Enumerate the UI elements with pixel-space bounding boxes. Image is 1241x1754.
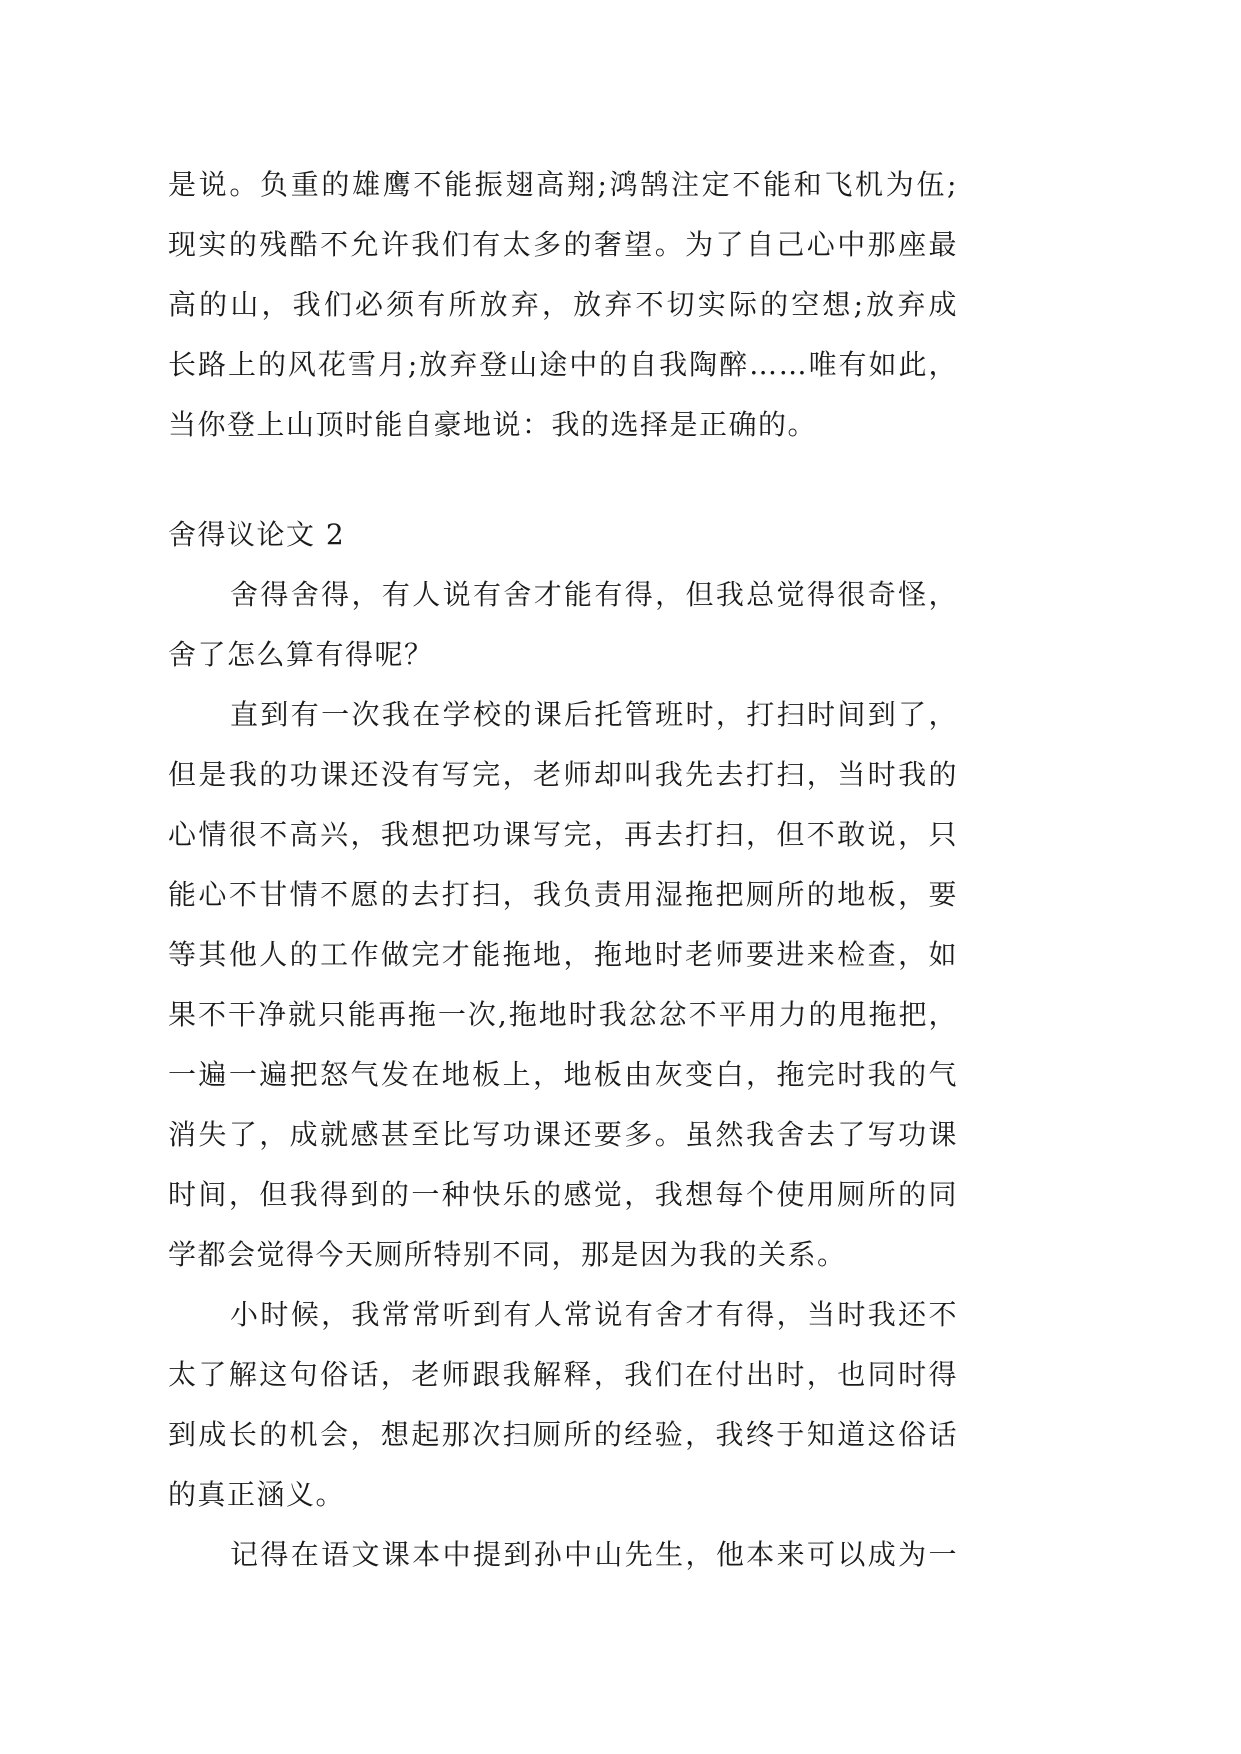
text-column xyxy=(168,155,958,1585)
text-line: 但是我的功课还没有写完，老师却叫我先去打扫，当时我的 xyxy=(168,758,958,791)
text-line: 一遍一遍把怒气发在地板上，地板由灰变白，拖完时我的气 xyxy=(168,1058,958,1091)
text-line: 小时候，我常常听到有人常说有舍才有得，当时我还不 xyxy=(230,1298,958,1331)
paragraph xyxy=(168,685,958,1285)
text-line: 的真正涵义。 xyxy=(168,1478,346,1511)
text-line: 能心不甘情不愿的去打扫，我负责用湿拖把厕所的地板，要 xyxy=(168,878,958,911)
text-line: 学都会觉得今天厕所特别不同，那是因为我的关系。 xyxy=(168,1238,847,1271)
text-line: 是说。负重的雄鹰不能振翅高翔;鸿鹄注定不能和飞机为伍; xyxy=(168,168,958,201)
text-line: 时间，但我得到的一种快乐的感觉，我想每个使用厕所的同 xyxy=(168,1178,958,1211)
text-line: 心情很不高兴，我想把功课写完，再去打扫，但不敢说，只 xyxy=(168,818,958,851)
text-line: 记得在语文课本中提到孙中山先生，他本来可以成为一 xyxy=(230,1538,958,1571)
text-line: 当你登上山顶时能自豪地说：我的选择是正确的。 xyxy=(168,408,818,441)
text-line: 现实的残酷不允许我们有太多的奢望。为了自己心中那座最 xyxy=(168,228,958,261)
text-line: 直到有一次我在学校的课后托管班时，打扫时间到了， xyxy=(230,698,958,731)
paragraph xyxy=(168,1525,958,1585)
text-line: 太了解这句俗话，老师跟我解释，我们在付出时，也同时得 xyxy=(168,1358,958,1391)
text-line: 消失了，成就感甚至比写功课还要多。虽然我舍去了写功课 xyxy=(168,1118,958,1151)
text-line: 高的山，我们必须有所放弃，放弃不切实际的空想;放弃成 xyxy=(168,288,958,321)
text-line: 舍得舍得，有人说有舍才能有得，但我总觉得很奇怪， xyxy=(230,578,958,611)
text-line: 果不干净就只能再拖一次,拖地时我忿忿不平用力的甩拖把， xyxy=(168,998,958,1031)
paragraph xyxy=(168,1285,958,1525)
text-line: 舍了怎么算有得呢？ xyxy=(168,638,434,671)
paragraph xyxy=(168,565,958,685)
text-line: 长路上的风花雪月;放弃登山途中的自我陶醉……唯有如此， xyxy=(168,348,958,381)
section-title: 舍得议论文 2 xyxy=(168,518,346,551)
text-line: 到成长的机会，想起那次扫厕所的经验，我终于知道这俗话 xyxy=(168,1418,958,1451)
paragraph-continuation xyxy=(168,155,958,455)
text-line: 等其他人的工作做完才能拖地，拖地时老师要进来检查，如 xyxy=(168,938,958,971)
